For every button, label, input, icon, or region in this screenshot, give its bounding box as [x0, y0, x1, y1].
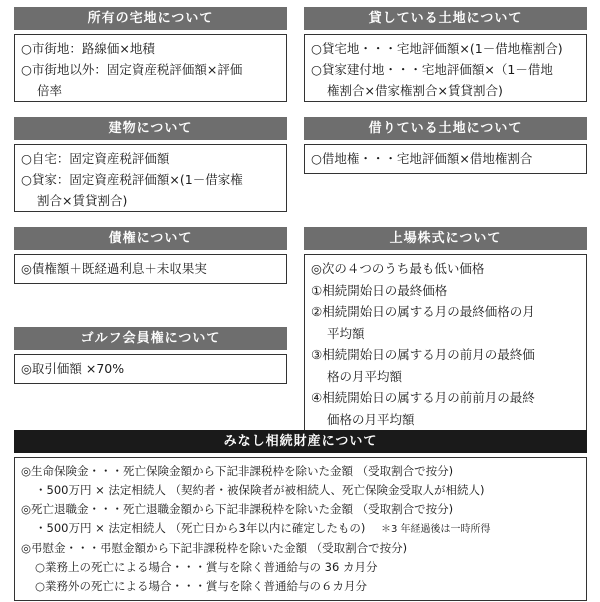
- lent-land-line-2: ○貸家建付地・・・宅地評価額×（1－借地: [311, 62, 553, 77]
- building-line-2: ○貸家：固定資産税評価額×(1－借家権: [21, 172, 243, 187]
- stocks-line-3-cont: 格の月平均額: [327, 368, 403, 384]
- own-land-line-2-cont: 倍率: [37, 83, 63, 98]
- stocks-line-3: ③相続開始日の属する月の前月の最終価: [311, 347, 535, 362]
- borrowed-land-line-1: ○借地権・・・宅地評価額×借地権割合: [311, 151, 533, 166]
- golf-section: [14, 327, 287, 384]
- own-land-line-2: ○市街地以外：固定資産税評価額×評価: [21, 62, 243, 77]
- golf-header: ゴルフ会員権について: [14, 327, 287, 350]
- borrowed-land-header: 借りている土地について: [304, 117, 587, 140]
- golf-line-1: ◎取引価額 ×70%: [21, 361, 125, 376]
- deemed-line-1: ◎生命保険金・・・死亡保険金額から下記非課税枠を除いた金額 （受取割合で按分): [21, 464, 454, 478]
- deemed-body: [14, 457, 587, 601]
- borrowed-land-body: [304, 144, 587, 174]
- deemed-line-4-note: ＊3 年経過後は一時所得: [381, 524, 491, 535]
- claims-line-1: ◎債権額＋既経過利息＋未収果実: [21, 261, 207, 276]
- lent-land-section: [304, 7, 587, 102]
- building-header: 建物について: [14, 117, 287, 140]
- stocks-line-4: ④相続開始日の属する月の前前月の最終: [311, 390, 535, 405]
- deemed-line-6: ○業務上の死亡による場合・・・賞与を除く普通給与の 36 カ月分: [35, 560, 378, 574]
- stocks-line-4-cont: 価格の月平均額: [327, 411, 415, 427]
- claims-header: 債権について: [14, 227, 287, 250]
- building-line-1: ○自宅：固定資産税評価額: [21, 151, 170, 166]
- stocks-section: [304, 227, 587, 439]
- lent-land-line-1: ○貸宅地・・・宅地評価額×(1－借地権割合): [311, 41, 563, 56]
- lent-land-body: [304, 34, 587, 102]
- golf-body: [14, 354, 287, 384]
- building-section: [14, 117, 287, 212]
- own-land-section: [14, 7, 287, 102]
- building-line-2-cont: 割合×賃貸割合): [37, 193, 128, 208]
- deemed-line-3: ◎死亡退職金・・・死亡退職金額から下記非課税枠を除いた金額 （受取割合で按分): [21, 502, 454, 516]
- stocks-body: [304, 254, 587, 439]
- own-land-line-1: ○市街地：路線価×地積: [21, 41, 155, 56]
- stocks-line-1: ①相続開始日の最終価格: [311, 282, 448, 298]
- deemed-section: [14, 430, 587, 601]
- deemed-line-7: ○業務外の死亡による場合・・・賞与を除く普通給与の６カ月分: [35, 579, 368, 593]
- own-land-body: [14, 34, 287, 102]
- deemed-line-4: [21, 519, 580, 539]
- stocks-line-2: ②相続開始日の属する月の最終価格の月: [311, 304, 535, 319]
- deemed-line-4-text: ・500万円 × 法定相続人 （死亡日から3年以内に確定したもの): [35, 521, 366, 535]
- borrowed-land-section: [304, 117, 587, 174]
- stocks-line-0: ◎次の４つのうち最も低い価格: [311, 261, 485, 276]
- building-body: [14, 144, 287, 212]
- claims-section: [14, 227, 287, 284]
- stocks-line-2-cont: 平均額: [327, 325, 365, 341]
- lent-land-line-2-cont: 権割合×借家権割合×賃貸割合): [327, 83, 503, 98]
- own-land-header: 所有の宅地について: [14, 7, 287, 30]
- deemed-line-5: ◎弔慰金・・・弔慰金額から下記非課税枠を除いた金額 （受取割合で按分): [21, 541, 408, 555]
- claims-body: [14, 254, 287, 284]
- deemed-header: みなし相続財産について: [14, 430, 587, 453]
- lent-land-header: 貸している土地について: [304, 7, 587, 30]
- stocks-header: 上場株式について: [304, 227, 587, 250]
- deemed-line-2: ・500万円 × 法定相続人 （契約者・被保険者が被相続人、死亡保険金受取人が相続人): [35, 483, 485, 497]
